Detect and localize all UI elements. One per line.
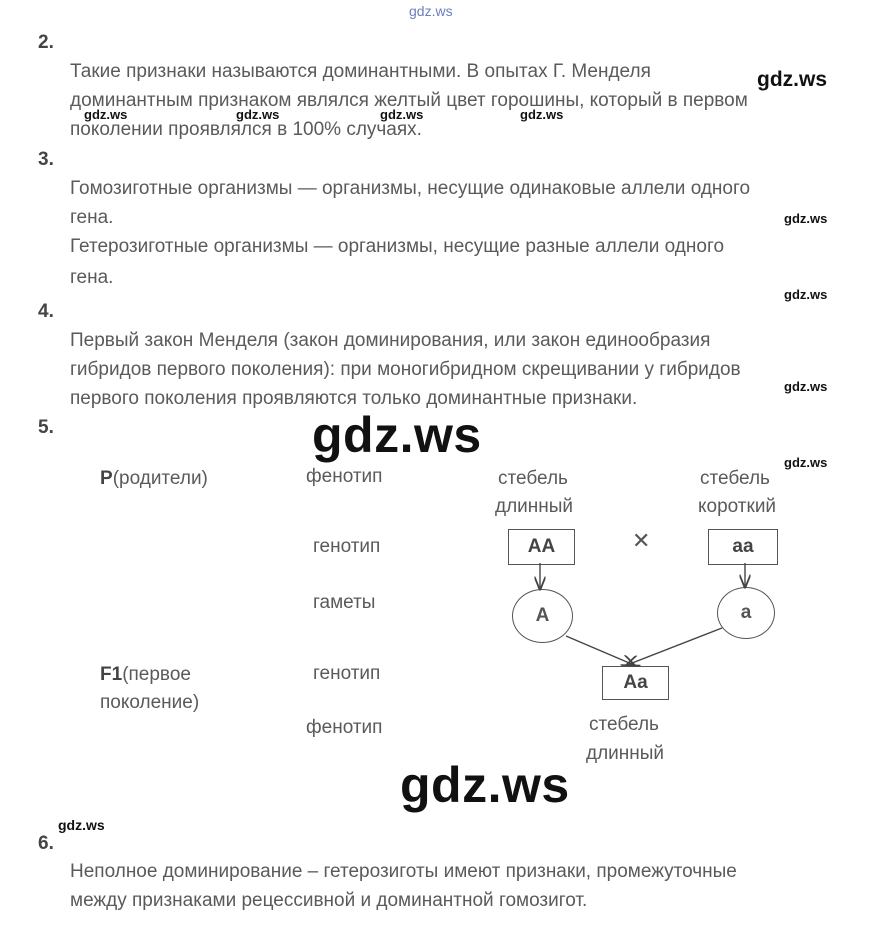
parent2-phenotype-line1: стебель (700, 468, 770, 489)
row-label-f1-genotype: генотип (313, 663, 381, 684)
watermark-small-4: gdz.ws (520, 107, 564, 122)
parent1-phenotype-line2: длинный (495, 496, 574, 517)
section-number-5: 5. (38, 417, 54, 438)
section-number-3: 3. (38, 149, 54, 170)
watermark-small-8: gdz.ws (784, 455, 828, 470)
watermark-top: gdz.ws (409, 3, 453, 19)
section-6-line-2: между признаками рецессивной и доминантной гомозигот. (70, 890, 588, 911)
section-6-line-1: Неполное доминирование – гетерозиготы имеют признаки, промежуточные (70, 861, 737, 882)
gamete-recessive-circle: a (717, 587, 775, 639)
f1-label-line2: поколение) (100, 692, 200, 713)
f1-label-symbol: F1 (100, 664, 123, 685)
section-2-line-1: Такие признаки называются доминантными. В опытах Г. Менделя (70, 61, 651, 82)
parent2-genotype-box: aa (708, 529, 778, 565)
row-label-gametes: гаметы (313, 592, 376, 613)
section-2-line-3: поколении проявлялся в 100% случаях. (70, 119, 422, 140)
parent1-genotype-box: AA (508, 529, 575, 565)
arrow-gamete2-to-f1 (627, 628, 722, 665)
section-3-line-3: Гетерозиготные организмы — организмы, несущие разные аллели одного (70, 236, 725, 257)
row-label-genotype: генотип (313, 536, 381, 557)
parent2-phenotype-line2: короткий (698, 496, 777, 517)
f1-genotype-box: Aa (602, 666, 669, 700)
row-label-phenotype: фенотип (306, 466, 383, 487)
section-4-line-3: первого поколения проявляются только доминантные признаки. (70, 388, 638, 409)
section-number-4: 4. (38, 301, 54, 322)
section-4-line-2: гибридов первого поколения): при моногибридном скрещивании у гибридов (70, 359, 741, 380)
watermark-small-9: gdz.ws (58, 817, 105, 833)
watermark-small-7: gdz.ws (784, 379, 828, 394)
section-4-line-1: Первый закон Менделя (закон доминирования, или закон единообразия (70, 330, 711, 351)
gamete-dominant-circle: A (512, 589, 573, 643)
f1-phenotype-line2: длинный (586, 743, 665, 764)
section-2-line-2: доминантным признаком являлся желтый цвет горошины, который в первом (70, 90, 748, 111)
watermark-big-1: gdz.ws (312, 407, 482, 463)
section-3-line-2: гена. (70, 207, 114, 228)
arrow-gamete1-to-f1 (566, 636, 634, 665)
f1-phenotype-line1: стебель (589, 714, 659, 735)
parents-label-text: (родители) (112, 468, 208, 489)
watermark-big-2: gdz.ws (400, 757, 570, 813)
section-3-line-1: Гомозиготные организмы — организмы, несущие одинаковые аллели одного (70, 178, 751, 199)
cross-icon: ✕ (632, 528, 651, 553)
f1-label-text: (первое (122, 664, 191, 685)
row-label-f1-phenotype: фенотип (306, 717, 383, 738)
watermark-small-1: gdz.ws (84, 107, 128, 122)
watermark-small-6: gdz.ws (784, 287, 828, 302)
watermark-small-3: gdz.ws (380, 107, 424, 122)
parent1-phenotype-line1: стебель (498, 468, 568, 489)
section-3-line-4: гена. (70, 267, 114, 288)
watermark-mid-1: gdz.ws (757, 68, 828, 91)
parents-label-symbol: P (100, 468, 113, 489)
section-number-6: 6. (38, 833, 54, 854)
watermark-small-5: gdz.ws (784, 211, 828, 226)
section-number-2: 2. (38, 32, 54, 53)
watermark-small-2: gdz.ws (236, 107, 280, 122)
